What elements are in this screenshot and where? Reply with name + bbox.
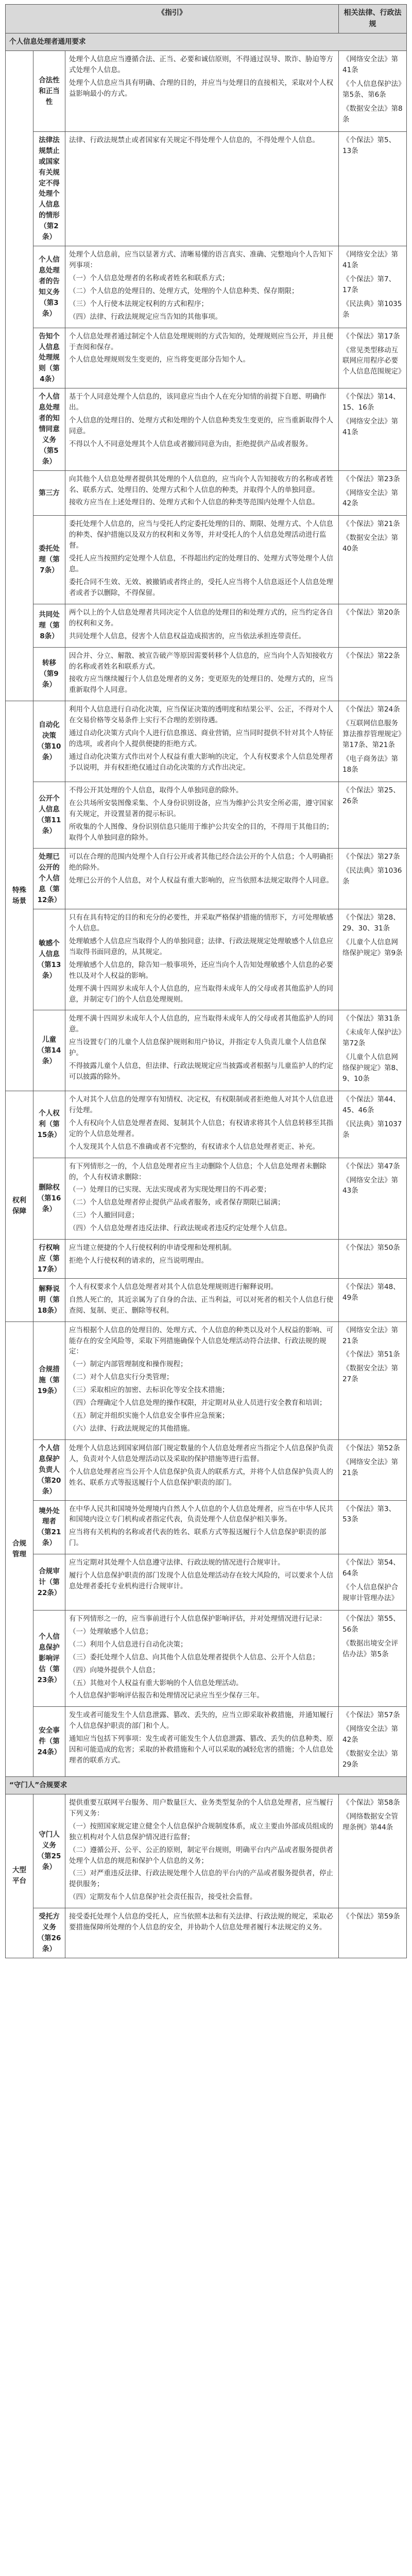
table-row (6, 516, 407, 604)
row-label: 受托方义务（第26条） (33, 1908, 65, 1958)
law-reference-cell (339, 388, 407, 470)
law-reference: 《个保法》第59条 (342, 1912, 400, 1921)
requirement-text: （一）个人信息处理者的名称或者姓名和联系方式； (69, 274, 229, 282)
requirement-text: 应当设置专门的儿童个人信息保护规则和用户协议，并指定专人负责儿童个人信息保护。 (69, 1038, 327, 1058)
law-reference-cell (339, 1158, 407, 1240)
law-reference: 《网络安全法》第21条 (342, 1458, 398, 1477)
requirement-text: 因合并、分立、解散、被宣告破产等原因需要转移个人信息的，应当向个人告知接收方的名称或者姓名和联系方式。 (69, 651, 333, 671)
table-body (6, 33, 407, 1958)
requirement-text: （二）个人信息处理者停止提供产品或者服务，或者保存期限已届满； (69, 1198, 285, 1207)
requirement-text: （四）个人信息处理者违反法律、行政法规或者违反约定处理个人信息。 (69, 1224, 291, 1233)
requirement-text: （四）定期发布个人信息保护社会责任报告，接受社会监督。 (69, 1893, 257, 1902)
law-reference-cell (339, 131, 407, 246)
requirement-text: （二）对个人信息实行分类管理； (69, 1373, 174, 1382)
law-reference: 《个保法》第31条 (342, 1014, 400, 1023)
row-label: 告知个人信息处理规则（第4条） (33, 328, 65, 388)
requirement-cell (65, 470, 339, 516)
law-reference-cell (339, 1439, 407, 1500)
section-heading: 个人信息处理者通用要求 (6, 33, 407, 51)
law-reference: 《个保法》第5、13条 (342, 135, 396, 155)
law-reference: 《个保法》第22条 (342, 651, 400, 660)
requirement-text: 不得公开其处理的个人信息，取得个人单独同意的除外。 (69, 786, 243, 794)
law-reference-cell (339, 1908, 407, 1958)
law-reference: 《网络安全法》第41条 (342, 55, 398, 75)
requirement-text: 在中华人民共和国境外处理境内自然人个人信息的个人信息处理者，应当在中华人民共和国境内设立专门机构或者指定代表，负责处理个人信息保护相关事务。 (69, 1504, 333, 1524)
row-label: 法律法规禁止或国家有关规定不得处理个人信息的情形（第2条） (33, 131, 65, 246)
table-row (6, 782, 407, 849)
table-row (6, 388, 407, 470)
requirement-text: 个人信息处理者通过制定个人信息处理规则的方式告知的，处理规则应当公开，并且便于查阅和保存。 (69, 332, 333, 351)
row-label: 合规审计（第22条） (33, 1554, 65, 1611)
law-reference-cell (339, 1240, 407, 1279)
law-reference-cell (339, 849, 407, 909)
law-reference: 《数据出境安全评估办法》第5条 (342, 1639, 398, 1658)
requirement-text: （三）个人行使本法规定权利的方式和程序； (69, 299, 208, 308)
group-label (6, 51, 33, 701)
requirement-text: （四）法律、行政法规规定应当告知的其他事项。 (69, 312, 222, 321)
requirement-text: 履行个人信息保护职责的部门发现个人信息处理活动存在较大风险的，可以要求个人信息处理者委托专业机构进行合规审计。 (69, 1571, 333, 1591)
row-label: 自动化决策（第10条） (33, 701, 65, 782)
law-reference: 《民法典》第1035条 (342, 299, 402, 319)
table-row (6, 1091, 407, 1158)
law-reference-cell (339, 701, 407, 782)
table-header-row (6, 5, 407, 33)
requirement-cell (65, 1278, 339, 1321)
law-reference: 《儿童个人信息网络保护规定》第9条 (342, 938, 403, 957)
law-reference: 《个保法》第23条 (342, 474, 400, 483)
requirement-text: 接收方应当在上述处理目的、处理方式和个人信息的种类等范围内处理个人信息。 (69, 498, 319, 507)
law-reference-cell (339, 782, 407, 849)
requirement-text: 受托人应当按照约定处理个人信息，不得超出约定的处理目的、处理方式等处理个人信息。 (69, 554, 333, 574)
law-reference: 《个保法》第14、15、16条 (342, 393, 400, 412)
law-reference: 《个保法》第55、56条 (342, 1614, 400, 1634)
row-label: 合规措施（第19条） (33, 1321, 65, 1439)
requirement-text: 个人信息处理者应当公开个人信息保护负责人的联系方式，并将个人信息保护负责人的姓名、联系方式等报送履行个人信息保护职责的部门。 (69, 1467, 333, 1487)
law-reference: 《个保法》第27条 (342, 853, 400, 861)
law-reference: 《网络安全法》第42条 (342, 1725, 398, 1744)
law-reference: 《个保法》第54、64条 (342, 1558, 400, 1578)
table-row (6, 1707, 407, 1777)
section-heading-row (6, 1776, 407, 1794)
law-reference: 《互联网信息服务算法推荐管理规定》第17条、第21条 (342, 719, 402, 750)
table-row (6, 1010, 407, 1091)
requirement-text: 向其他个人信息处理者提供其处理的个人信息的，应当向个人告知接收方的名称或者姓名、联系方式、处理目的、处理方式和个人信息的种类，并取得个人的单独同意。 (69, 474, 333, 494)
requirement-text: 通过自动化决策方式作出对个人权益有重大影响的决定，个人有权要求个人信息处理者予以说明，并有权拒绝仅通过自动化决策的方式作出决定。 (69, 753, 333, 772)
law-reference: 《电子商务法》第18条 (342, 755, 398, 774)
requirement-text: （三）对严重违反法律、行政法规处理个人信息的平台内的产品或者服务提供者，停止提供服务； (69, 1869, 333, 1889)
requirement-text: 有下列情形之一的，个人信息处理者应当主动删除个人信息；个人信息处理者未删除的，个人有权请求删除： (69, 1162, 327, 1181)
row-label: 转移（第9条） (33, 647, 65, 701)
requirement-text: 在公共场所安装图像采集、个人身份识别设备，应当为维护公共安全所必需，遵守国家有关规定，并设置显著的提示标识。 (69, 799, 333, 818)
requirement-text: 处理个人信息前，应当以显著方式、清晰易懂的语言真实、准确、完整地向个人告知下列事项： (69, 250, 333, 269)
law-reference: 《常见类型移动互联网应用程序必要个人信息范围规定》 (342, 346, 405, 376)
law-reference: 《儿童个人信息网络保护规定》第8、9、10条 (342, 1053, 403, 1083)
row-label: 共同处理（第8条） (33, 604, 65, 647)
law-reference: 《网络安全法》第41条 (342, 250, 398, 269)
law-reference: 《个保法》第24条 (342, 705, 400, 714)
law-reference: 《个保法》第44、45、46条 (342, 1095, 400, 1114)
law-reference: 《数据安全法》第29条 (342, 1750, 398, 1769)
requirement-text: 共同处理个人信息，侵害个人信息权益造成损害的，应当依法承担连带责任。 (69, 632, 305, 640)
requirement-cell (65, 849, 339, 909)
group-label: 权利保障 (6, 1091, 33, 1321)
requirement-cell (65, 1500, 339, 1554)
law-reference-cell (339, 1794, 407, 1908)
requirement-text: （五）其他对个人权益有重大影响的个人信息处理活动。 (69, 1679, 243, 1687)
requirement-cell (65, 388, 339, 470)
requirement-text: （一）处理敏感个人信息； (69, 1627, 152, 1636)
law-reference: 《个保法》第47条 (342, 1162, 400, 1171)
requirement-cell (65, 1610, 339, 1706)
table-row (6, 1240, 407, 1279)
requirement-cell (65, 701, 339, 782)
requirement-text: 只有在具有特定的目的和充分的必要性，并采取严格保护措施的情形下，方可处理敏感个人信息。 (69, 913, 333, 933)
requirement-text: 通过自动化决策方式向个人进行信息推送、商业营销，应当同时提供不针对其个人特征的选项，或者向个人提供便捷的拒绝方式。 (69, 729, 333, 749)
requirement-text: 接受委托处理个人信息的受托人，应当依照本法和有关法律、行政法规的规定，采取必要措施保障所处理的个人信息的安全，并协助个人信息处理者履行本法规定的义务。 (69, 1912, 333, 1932)
law-reference-cell (339, 909, 407, 1010)
requirement-text: 应当将有关机构的名称或者代表的姓名、联系方式等报送履行个人信息保护职责的部门。 (69, 1528, 327, 1548)
requirement-cell (65, 51, 339, 132)
requirement-cell (65, 782, 339, 849)
requirement-text: 应当根据个人信息的处理目的、处理方式、个人信息的种类以及对个人权益的影响、可能存在的安全风险等，采取下列措施确保个人信息处理活动符合法律、行政法规的规定： (69, 1326, 333, 1356)
row-label: 儿童（第14条） (33, 1010, 65, 1091)
requirement-text: 拒绝个人行使权利的请求的，应当说明理由。 (69, 1257, 208, 1265)
requirement-cell (65, 1158, 339, 1240)
row-label: 个人信息处理者的知情同意义务（第5条） (33, 388, 65, 470)
law-reference: 《个保法》第20条 (342, 608, 400, 617)
requirement-text: 个人有权要求个人信息处理者对其个人信息处理规则进行解释说明。 (69, 1282, 278, 1291)
row-label: 个人信息保护影响评估（第23条） (33, 1610, 65, 1706)
requirement-text: （六）法律、行政法规规定的其他措施。 (69, 1425, 194, 1433)
law-reference-cell (339, 1610, 407, 1706)
requirement-text: 应当建立便捷的个人行使权利的申请受理和处理机制。 (69, 1244, 236, 1252)
requirement-text: 个人信息处理规则发生变更的，应当将变更部分告知个人。 (69, 355, 250, 364)
requirement-text: （二）个人信息的处理目的、处理方式，处理的个人信息种类、保存期限； (69, 286, 299, 295)
law-reference-cell (339, 246, 407, 328)
requirement-text: （四）向境外提供个人信息； (69, 1666, 160, 1674)
group-label: 大型平台 (6, 1794, 33, 1958)
requirement-text: （四）合理确定个人信息处理的操作权限，并定期对从业人员进行安全教育和培训； (69, 1399, 327, 1408)
law-reference: 《个保法》第51条 (342, 1350, 400, 1359)
table-row (6, 246, 407, 328)
column-header-ref: 相关法律、行政法规 (339, 5, 407, 33)
requirement-text: 发生或者可能发生个人信息泄露、篡改、丢失的，应当立即采取补救措施，并通知履行个人信息保护职责的部门和个人。 (69, 1711, 333, 1731)
requirement-text: 个人信息的处理目的、处理方式和处理的个人信息种类发生变更的，应当重新取得个人同意。 (69, 416, 333, 435)
requirement-text: 两个以上的个人信息处理者共同决定个人信息的处理目的和处理方式的，应当约定各自的权利和义务。 (69, 608, 333, 628)
requirement-text: （一）处理目的已实现、无法实现或者为实现处理目的不再必要； (69, 1185, 271, 1194)
row-label: 处理已公开的个人信息（第12条） (33, 849, 65, 909)
requirement-text: 接收方应当继续履行个人信息处理者的义务；变更原先的处理目的、处理方式的，应当重新取得个人同意。 (69, 675, 333, 694)
requirement-text: 处理个人信息应当具有明确、合理的目的，并应当与处理目的直接相关，采取对个人权益影响最小的方式。 (69, 79, 333, 98)
requirement-text: 通知应当包括下列事项：发生或者可能发生个人信息泄露、篡改、丢失的信息种类、原因和可能造成的危害；采取的补救措施和个人可以采取的减轻危害的措施；个人信息处理者的联系方式。 (69, 1735, 333, 1765)
requirement-cell (65, 1439, 339, 1500)
law-reference-cell (339, 604, 407, 647)
table-row (6, 604, 407, 647)
law-reference-cell (339, 1500, 407, 1554)
law-reference: 《个保法》第48、49条 (342, 1282, 400, 1302)
law-reference-cell (339, 516, 407, 604)
requirement-text: （三）采取相应的加密、去标识化等安全技术措施； (69, 1386, 229, 1395)
row-label: 守门人义务（第25条） (33, 1794, 65, 1908)
requirement-cell (65, 131, 339, 246)
row-label: 个人信息保护负责人（第20条） (33, 1439, 65, 1500)
requirement-text: 有下列情形之一的，应当事前进行个人信息保护影响评估，并对处理情况进行记录： (69, 1614, 327, 1623)
law-reference-cell (339, 1707, 407, 1777)
table-row (6, 470, 407, 516)
law-reference: 《个保法》第21条 (342, 520, 400, 529)
document-title: 《指引》 (6, 5, 339, 33)
law-reference: 《个保法》第50条 (342, 1244, 400, 1252)
requirement-cell (65, 1321, 339, 1439)
table-row (6, 131, 407, 246)
requirement-text: 处理敏感个人信息应当取得个人的单独同意；法律、行政法规规定处理敏感个人信息应当取得书面同意的，从其规定。 (69, 937, 333, 956)
row-label: 解释说明（第18条） (33, 1278, 65, 1321)
row-label: 个人权利（第15条） (33, 1091, 65, 1158)
requirement-text: 个人发现其个人信息不准确或者不完整的，有权请求个人信息处理者更正、补充。 (69, 1142, 319, 1151)
table-row (6, 328, 407, 388)
requirement-text: 应当定期对其处理个人信息遵守法律、行政法规的情况进行合规审计。 (69, 1558, 285, 1567)
row-label: 境外处理者（第21条） (33, 1500, 65, 1554)
requirement-text: 基于个人同意处理个人信息的，该同意应当由个人在充分知情的前提下自愿、明确作出。 (69, 393, 327, 412)
table-row (6, 1321, 407, 1439)
law-reference-cell (339, 1091, 407, 1158)
requirement-cell (65, 328, 339, 388)
requirement-text: （三）委托处理个人信息、向其他个人信息处理者提供个人信息、公开个人信息； (69, 1653, 319, 1662)
requirement-text: 个人对其个人信息的处理享有知情权、决定权，有权限制或者拒绝他人对其个人信息进行处理。 (69, 1095, 333, 1114)
law-reference: 《民法典》第1036条 (342, 867, 402, 886)
row-label: 个人信息处理者的告知义务（第3条） (33, 246, 65, 328)
group-label: 特殊场景 (6, 701, 33, 1091)
table-row (6, 1500, 407, 1554)
requirement-text: 不得以个人不同意处理其个人信息或者撤回同意为由，拒绝提供产品或者服务。 (69, 439, 313, 448)
requirement-text: 处理敏感个人信息的，除告知一般事项外，还应当向个人告知处理敏感个人信息的必要性以及对个人权益的影响。 (69, 960, 333, 980)
requirement-text: 处理已公开的个人信息，对个人权益有重大影响的，应当依照本法规定取得个人同意。 (69, 876, 333, 885)
requirement-cell (65, 1554, 339, 1611)
law-reference: 《数据安全法》第27条 (342, 1364, 398, 1384)
row-label: 删除权（第16条） (33, 1158, 65, 1240)
requirement-text: 不得披露儿童个人信息，但法律、行政法规规定应当披露或者根据与儿童监护人的约定可以披露的除外。 (69, 1062, 333, 1081)
law-reference: 《个保法》第58条 (342, 1798, 400, 1807)
law-reference-cell (339, 1010, 407, 1091)
row-label: 公开个人信息（第11条） (33, 782, 65, 849)
requirement-text: 处理个人信息达到国家网信部门规定数量的个人信息处理者应当指定个人信息保护负责人，负责对个人信息处理活动以及采取的保护措施等进行监督。 (69, 1444, 333, 1463)
requirement-text: （一）制定内部管理制度和操作规程； (69, 1360, 187, 1369)
requirement-text: 处理不满十四周岁未成年人个人信息的，应当取得未成年人的父母或者其他监护人的同意。 (69, 1014, 333, 1034)
section-heading: “守门人”合规要求 (6, 1776, 407, 1794)
requirement-text: 委托处理个人信息的，应当与受托人约定委托处理的目的、期限、处理方式、个人信息的种类、保护措施以及双方的权利和义务等，并对受托人的个人信息处理活动进行监督。 (69, 520, 333, 550)
requirement-text: 所收集的个人图像、身份识别信息只能用于维护公共安全的目的，不得用于其他目的；取得个人单独同意的除外。 (69, 822, 333, 842)
law-reference: 《网络安全法》第21条 (342, 1326, 398, 1345)
law-reference-cell (339, 1278, 407, 1321)
table-row (6, 647, 407, 701)
table-row (6, 51, 407, 132)
requirement-text: 个人有权向个人信息处理者查阅、复制其个人信息；有权请求将其个人信息转移至其指定的个人信息处理者。 (69, 1118, 333, 1138)
law-reference: 《个保法》第28、29、30、31条 (342, 913, 400, 933)
requirement-text: 处理个人信息应当遵循合法、正当、必要和诚信原则，不得通过误导、欺诈、胁迫等方式处理个人信息。 (69, 55, 333, 75)
requirement-text: 委托合同不生效、无效、被撤销或者终止的，受托人应当将个人信息返还个人信息处理者或者予以删除，不得保留。 (69, 578, 333, 597)
requirement-text: （一）按照国家规定建立健全个人信息保护合规制度体系，成立主要由外部成员组成的独立机构对个人信息保护情况进行监督； (69, 1822, 333, 1841)
law-reference: 《网络安全法》第42条 (342, 488, 398, 508)
requirement-cell (65, 647, 339, 701)
section-heading-row (6, 33, 407, 51)
requirement-text: 自然人死亡的，其近亲属为了自身的合法、正当利益，可以对死者的相关个人信息行使查阅、复制、更正、删除等权利。 (69, 1295, 333, 1315)
law-reference: 《个保法》第17条 (342, 332, 400, 341)
table-row (6, 1554, 407, 1611)
requirement-text: 可以在合理的范围内处理个人自行公开或者其他已经合法公开的个人信息；个人明确拒绝的除外。 (69, 853, 333, 872)
law-reference: 《个保法》第52条 (342, 1444, 400, 1452)
law-reference: 《网络数据安全管理条例》第44条 (342, 1812, 398, 1832)
law-reference: 《数据安全法》第40条 (342, 534, 398, 553)
law-reference: 《个保法》第57条 (342, 1711, 400, 1720)
row-label: 合法性和正当性 (33, 51, 65, 132)
table-row (6, 849, 407, 909)
compliance-document (5, 4, 407, 1958)
requirement-cell (65, 909, 339, 1010)
row-label: 第三方 (33, 470, 65, 516)
group-label: 合规管理 (6, 1321, 33, 1776)
row-label: 行权响应（第17条） (33, 1240, 65, 1279)
table-row (6, 1158, 407, 1240)
law-reference: 《个保法》第7、17条 (342, 275, 396, 294)
law-reference: 《个保法》第25、26条 (342, 786, 400, 805)
requirement-cell (65, 1908, 339, 1958)
law-reference-cell (339, 1554, 407, 1611)
law-reference-cell (339, 470, 407, 516)
law-reference-cell (339, 328, 407, 388)
law-reference: 《数据安全法》第8条 (342, 104, 403, 124)
table-row (6, 1908, 407, 1958)
law-reference-cell (339, 647, 407, 701)
requirement-cell (65, 1794, 339, 1908)
law-reference-cell (339, 1321, 407, 1439)
requirement-cell (65, 1707, 339, 1777)
requirement-cell (65, 604, 339, 647)
table-row (6, 1794, 407, 1908)
requirement-text: 法律、行政法规禁止或者国家有关规定不得处理个人信息的，不得处理个人信息。 (69, 135, 319, 144)
compliance-table (5, 4, 407, 1958)
law-reference: 《网络安全法》第41条 (342, 417, 398, 436)
requirement-text: 利用个人信息进行自动化决策，应当保证决策的透明度和结果公平、公正，不得对个人在交易价格等交易条件上实行不合理的差别待遇。 (69, 705, 333, 725)
law-reference: 《个保法》第3、53条 (342, 1504, 396, 1524)
row-label: 敏感个人信息（第13条） (33, 909, 65, 1010)
table-row (6, 1610, 407, 1706)
requirement-cell (65, 516, 339, 604)
requirement-text: 提供重要互联网平台服务、用户数量巨大、业务类型复杂的个人信息处理者，应当履行下列义务： (69, 1798, 333, 1818)
requirement-cell (65, 1010, 339, 1091)
requirement-text: 处理不满十四周岁未成年人个人信息的，应当取得未成年人的父母或者其他监护人的同意，并制定专门的个人信息处理规则。 (69, 984, 333, 1004)
law-reference: 《网络安全法》第43条 (342, 1176, 398, 1195)
requirement-text: （二）遵循公开、公平、公正的原则，制定平台规则，明确平台内产品或者服务提供者处理个人信息的规范和保护个人信息的义务； (69, 1845, 333, 1865)
law-reference: 《个人信息保护合规审计管理办法》 (342, 1583, 398, 1602)
requirement-text: （三）个人撤回同意； (69, 1211, 139, 1220)
table-row (6, 1278, 407, 1321)
table-row (6, 1439, 407, 1500)
law-reference: 《个人信息保护法》第5条、第6条 (342, 80, 402, 99)
requirement-text: （二）利用个人信息进行自动化决策； (69, 1640, 187, 1649)
requirement-cell (65, 1240, 339, 1279)
requirement-text: （五）制定并组织实施个人信息安全事件应急预案； (69, 1412, 229, 1420)
requirement-cell (65, 246, 339, 328)
law-reference: 《民法典》第1037条 (342, 1120, 402, 1139)
row-label: 委托处理（第7条） (33, 516, 65, 604)
law-reference: 《未成年人保护法》第72条 (342, 1028, 402, 1048)
row-label: 安全事件（第24条） (33, 1707, 65, 1777)
requirement-text: 个人信息保护影响评估报告和处理情况记录应当至少保存三年。 (69, 1691, 264, 1700)
table-row (6, 701, 407, 782)
law-reference-cell (339, 51, 407, 132)
requirement-cell (65, 1091, 339, 1158)
table-row (6, 909, 407, 1010)
